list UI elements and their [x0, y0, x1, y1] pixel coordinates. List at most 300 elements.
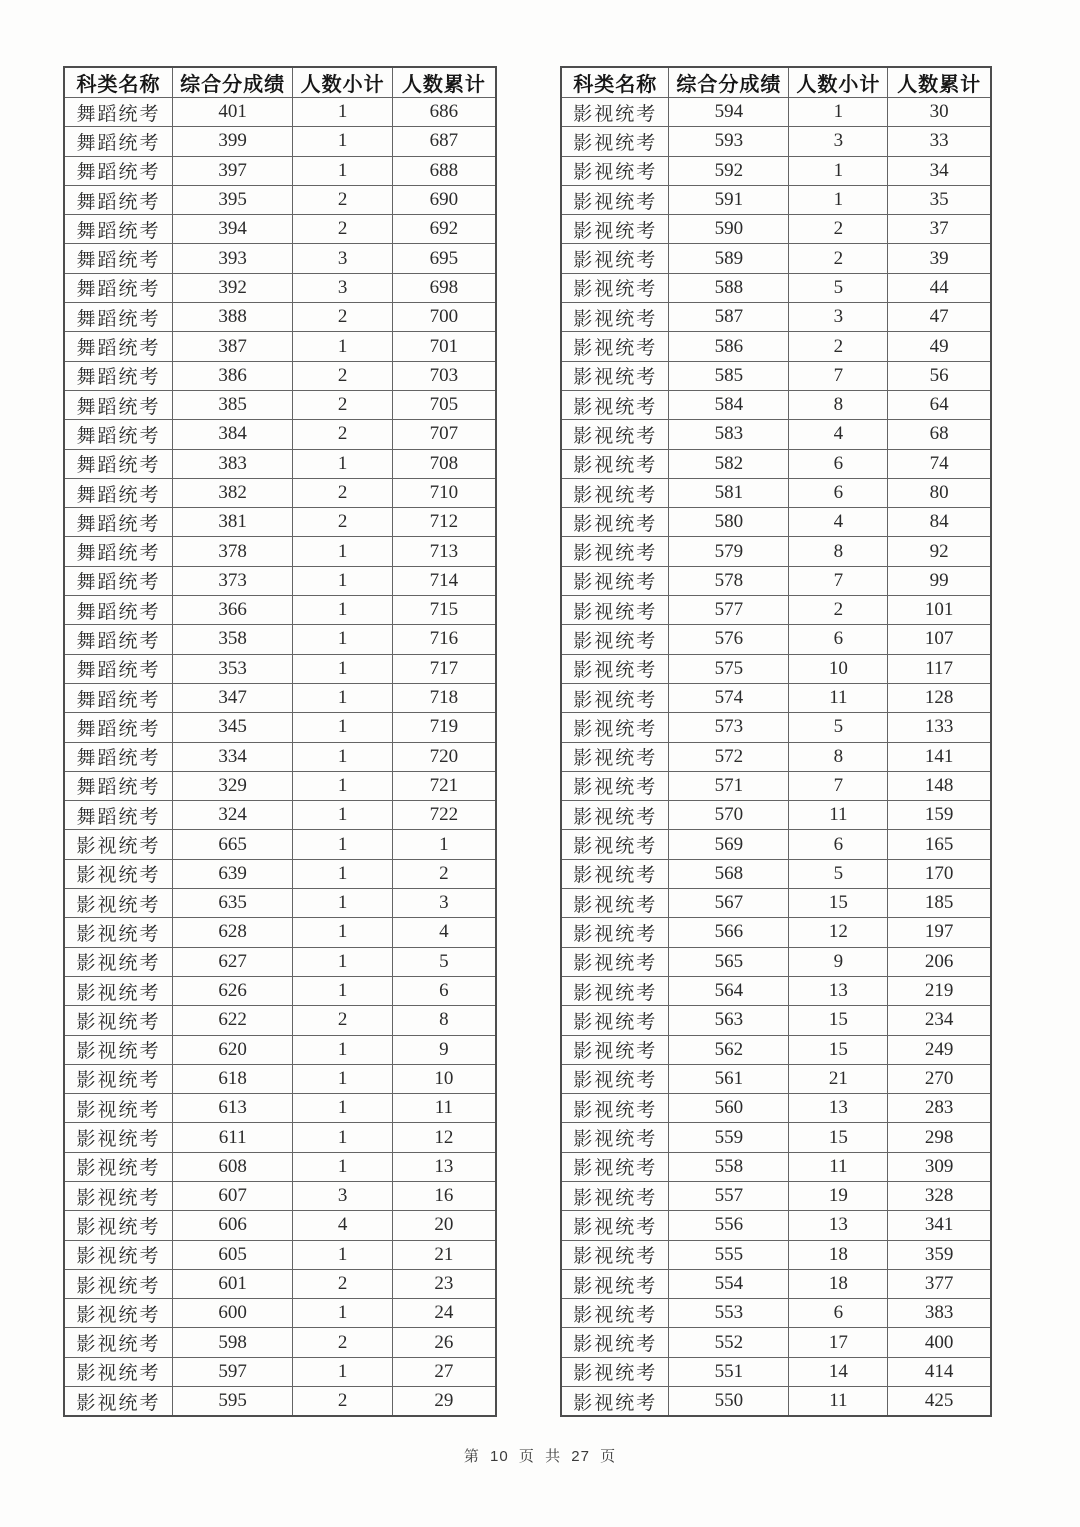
- table-cell: 舞蹈统考: [64, 742, 172, 771]
- table-row: [561, 244, 991, 273]
- table-cell: 80: [888, 478, 991, 507]
- table-body: [561, 98, 991, 1417]
- table-cell: 692: [392, 215, 496, 244]
- table-cell: 622: [172, 1006, 293, 1035]
- table-cell: 159: [888, 801, 991, 830]
- table-cell: 2: [293, 215, 392, 244]
- table-cell: 10: [789, 654, 888, 683]
- table-cell: 605: [172, 1240, 293, 1269]
- table-cell: 197: [888, 918, 991, 947]
- table-cell: 165: [888, 830, 991, 859]
- table-cell: 影视统考: [561, 1211, 669, 1240]
- table-cell: 21: [392, 1240, 496, 1269]
- table-row: [64, 449, 496, 478]
- table-cell: 705: [392, 390, 496, 419]
- table-cell: 309: [888, 1152, 991, 1181]
- table-cell: 29: [392, 1387, 496, 1417]
- table-cell: 1: [293, 683, 392, 712]
- score-table-left: [63, 66, 497, 1417]
- table-row: [561, 1211, 991, 1240]
- table-row: [64, 1094, 496, 1123]
- table-row: [64, 361, 496, 390]
- table-cell: 1: [293, 625, 392, 654]
- table-cell: 601: [172, 1269, 293, 1298]
- table-cell: 影视统考: [561, 303, 669, 332]
- table-cell: 626: [172, 976, 293, 1005]
- table-cell: 影视统考: [64, 1035, 172, 1064]
- table-cell: 影视统考: [64, 889, 172, 918]
- table-cell: 15: [789, 1006, 888, 1035]
- table-cell: 1: [293, 1152, 392, 1181]
- table-cell: 影视统考: [64, 1240, 172, 1269]
- table-cell: 影视统考: [561, 1328, 669, 1357]
- table-cell: 1: [293, 830, 392, 859]
- table-cell: 影视统考: [561, 98, 669, 127]
- table-cell: 影视统考: [561, 566, 669, 595]
- table-cell: 283: [888, 1094, 991, 1123]
- table-cell: 影视统考: [64, 859, 172, 888]
- table-cell: 影视统考: [561, 215, 669, 244]
- table-row: [561, 801, 991, 830]
- table-row: [64, 1035, 496, 1064]
- table-cell: 598: [172, 1328, 293, 1357]
- table-cell: 影视统考: [561, 976, 669, 1005]
- table-cell: 影视统考: [561, 596, 669, 625]
- table-cell: 15: [789, 1123, 888, 1152]
- table-cell: 574: [669, 683, 789, 712]
- table-cell: 影视统考: [561, 156, 669, 185]
- table-cell: 170: [888, 859, 991, 888]
- table-row: [561, 654, 991, 683]
- table-cell: 1: [293, 1094, 392, 1123]
- table-row: [64, 742, 496, 771]
- table-cell: 7: [789, 566, 888, 595]
- table-cell: 6: [392, 976, 496, 1005]
- table-cell: 14: [789, 1357, 888, 1386]
- table-cell: 270: [888, 1064, 991, 1093]
- table-cell: 560: [669, 1094, 789, 1123]
- table-row: [64, 156, 496, 185]
- table-cell: 2: [293, 361, 392, 390]
- table-row: [64, 859, 496, 888]
- table-row: [64, 537, 496, 566]
- table-cell: 397: [172, 156, 293, 185]
- table-cell: 8: [392, 1006, 496, 1035]
- table-cell: 133: [888, 713, 991, 742]
- table-cell: 影视统考: [64, 1269, 172, 1298]
- table-row: [561, 1064, 991, 1093]
- table-cell: 舞蹈统考: [64, 332, 172, 361]
- table-cell: 1: [293, 654, 392, 683]
- table-cell: 1: [293, 713, 392, 742]
- table-cell: 1: [293, 918, 392, 947]
- table-cell: 33: [888, 127, 991, 156]
- table-cell: 591: [669, 185, 789, 214]
- table-row: [64, 1357, 496, 1386]
- table-row: [561, 683, 991, 712]
- table-row: [64, 1181, 496, 1210]
- table-cell: 13: [789, 1211, 888, 1240]
- table-cell: 84: [888, 508, 991, 537]
- table-cell: 613: [172, 1094, 293, 1123]
- table-cell: 561: [669, 1064, 789, 1093]
- table-cell: 1: [293, 449, 392, 478]
- table-row: [64, 127, 496, 156]
- table-cell: 11: [392, 1094, 496, 1123]
- table-cell: 378: [172, 537, 293, 566]
- table-cell: 1: [293, 98, 392, 127]
- table-cell: 2: [789, 244, 888, 273]
- table-cell: 2: [293, 508, 392, 537]
- table-cell: 舞蹈统考: [64, 566, 172, 595]
- table-row: [561, 127, 991, 156]
- table-cell: 6: [789, 830, 888, 859]
- table-cell: 影视统考: [561, 244, 669, 273]
- table-cell: 5: [392, 947, 496, 976]
- table-cell: 13: [789, 1094, 888, 1123]
- col-header-count: 人数小计: [789, 67, 888, 98]
- table-cell: 358: [172, 625, 293, 654]
- table-cell: 影视统考: [64, 1211, 172, 1240]
- table-cell: 585: [669, 361, 789, 390]
- table-cell: 8: [789, 537, 888, 566]
- table-cell: 3: [293, 273, 392, 302]
- table-cell: 387: [172, 332, 293, 361]
- table-cell: 68: [888, 420, 991, 449]
- table-cell: 3: [293, 244, 392, 273]
- table-cell: 舞蹈统考: [64, 713, 172, 742]
- table-cell: 影视统考: [561, 1240, 669, 1269]
- table-cell: 舞蹈统考: [64, 596, 172, 625]
- table-cell: 10: [392, 1064, 496, 1093]
- table-cell: 3: [293, 1181, 392, 1210]
- table-cell: 影视统考: [561, 1123, 669, 1152]
- table-row: [561, 420, 991, 449]
- table-cell: 23: [392, 1269, 496, 1298]
- table-cell: 386: [172, 361, 293, 390]
- table-cell: 2: [293, 185, 392, 214]
- table-cell: 695: [392, 244, 496, 273]
- table-row: [64, 508, 496, 537]
- table-cell: 587: [669, 303, 789, 332]
- table-cell: 635: [172, 889, 293, 918]
- table-row: [64, 1387, 496, 1417]
- table-cell: 影视统考: [561, 1006, 669, 1035]
- table-cell: 影视统考: [561, 361, 669, 390]
- table-cell: 1: [293, 859, 392, 888]
- table-cell: 107: [888, 625, 991, 654]
- table-cell: 563: [669, 1006, 789, 1035]
- table-cell: 47: [888, 303, 991, 332]
- table-cell: 341: [888, 1211, 991, 1240]
- table-cell: 568: [669, 859, 789, 888]
- table-cell: 592: [669, 156, 789, 185]
- table-cell: 8: [789, 742, 888, 771]
- table-cell: 影视统考: [561, 771, 669, 800]
- table-cell: 9: [789, 947, 888, 976]
- table-cell: 298: [888, 1123, 991, 1152]
- table-cell: 627: [172, 947, 293, 976]
- table-cell: 11: [789, 801, 888, 830]
- table-cell: 92: [888, 537, 991, 566]
- table-cell: 219: [888, 976, 991, 1005]
- table-cell: 舞蹈统考: [64, 771, 172, 800]
- table-cell: 1: [293, 1064, 392, 1093]
- table-cell: 舞蹈统考: [64, 98, 172, 127]
- table-cell: 577: [669, 596, 789, 625]
- table-cell: 2: [293, 478, 392, 507]
- table-row: [561, 508, 991, 537]
- table-cell: 影视统考: [561, 1387, 669, 1417]
- table-cell: 388: [172, 303, 293, 332]
- table-row: [561, 830, 991, 859]
- table-row: [64, 1240, 496, 1269]
- table-cell: 576: [669, 625, 789, 654]
- table-cell: 影视统考: [561, 713, 669, 742]
- table-row: [64, 625, 496, 654]
- col-header-score: 综合分成绩: [172, 67, 293, 98]
- table-row: [561, 449, 991, 478]
- table-cell: 舞蹈统考: [64, 449, 172, 478]
- table-cell: 44: [888, 273, 991, 302]
- table-row: [561, 713, 991, 742]
- table-cell: 580: [669, 508, 789, 537]
- table-cell: 552: [669, 1328, 789, 1357]
- table-cell: 影视统考: [561, 185, 669, 214]
- table-cell: 1: [293, 771, 392, 800]
- table-cell: 5: [789, 273, 888, 302]
- table-cell: 715: [392, 596, 496, 625]
- table-cell: 1: [392, 830, 496, 859]
- table-cell: 2: [293, 1269, 392, 1298]
- table-cell: 700: [392, 303, 496, 332]
- table-row: [561, 596, 991, 625]
- table-row: [561, 1328, 991, 1357]
- table-cell: 舞蹈统考: [64, 156, 172, 185]
- table-cell: 9: [392, 1035, 496, 1064]
- table-cell: 578: [669, 566, 789, 595]
- table-row: [561, 361, 991, 390]
- table-row: [561, 1181, 991, 1210]
- table-cell: 1: [293, 742, 392, 771]
- table-cell: 影视统考: [64, 1094, 172, 1123]
- table-cell: 11: [789, 683, 888, 712]
- table-cell: 722: [392, 801, 496, 830]
- table-cell: 558: [669, 1152, 789, 1181]
- table-cell: 19: [789, 1181, 888, 1210]
- table-cell: 2: [293, 303, 392, 332]
- table-cell: 99: [888, 566, 991, 595]
- table-cell: 381: [172, 508, 293, 537]
- table-cell: 562: [669, 1035, 789, 1064]
- table-cell: 566: [669, 918, 789, 947]
- table-cell: 249: [888, 1035, 991, 1064]
- table-cell: 720: [392, 742, 496, 771]
- table-cell: 4: [293, 1211, 392, 1240]
- table-cell: 1: [293, 976, 392, 1005]
- table-row: [64, 1064, 496, 1093]
- table-cell: 556: [669, 1211, 789, 1240]
- table-cell: 377: [888, 1269, 991, 1298]
- table-row: [561, 390, 991, 419]
- table-cell: 716: [392, 625, 496, 654]
- table-cell: 628: [172, 918, 293, 947]
- table-cell: 571: [669, 771, 789, 800]
- table-cell: 557: [669, 1181, 789, 1210]
- table-cell: 564: [669, 976, 789, 1005]
- table-cell: 1: [293, 1299, 392, 1328]
- table-cell: 影视统考: [561, 478, 669, 507]
- table-cell: 7: [789, 361, 888, 390]
- table-cell: 64: [888, 390, 991, 419]
- table-row: [561, 918, 991, 947]
- table-cell: 4: [392, 918, 496, 947]
- table-cell: 影视统考: [64, 1181, 172, 1210]
- table-cell: 550: [669, 1387, 789, 1417]
- table-row: [64, 420, 496, 449]
- table-cell: 589: [669, 244, 789, 273]
- table-cell: 舞蹈统考: [64, 801, 172, 830]
- table-cell: 影视统考: [64, 1387, 172, 1417]
- table-cell: 611: [172, 1123, 293, 1152]
- table-cell: 24: [392, 1299, 496, 1328]
- table-row: [561, 215, 991, 244]
- table-cell: 21: [789, 1064, 888, 1093]
- table-row: [561, 332, 991, 361]
- table-cell: 舞蹈统考: [64, 625, 172, 654]
- table-cell: 1: [293, 566, 392, 595]
- table-cell: 12: [789, 918, 888, 947]
- table-cell: 8: [789, 390, 888, 419]
- table-cell: 400: [888, 1328, 991, 1357]
- table-cell: 舞蹈统考: [64, 654, 172, 683]
- table-cell: 395: [172, 185, 293, 214]
- score-table-right: [560, 66, 992, 1417]
- table-cell: 698: [392, 273, 496, 302]
- header-row: [64, 67, 496, 98]
- table-cell: 舞蹈统考: [64, 390, 172, 419]
- table-cell: 719: [392, 713, 496, 742]
- table-row: [64, 1006, 496, 1035]
- table-row: [561, 1240, 991, 1269]
- table-cell: 影视统考: [64, 947, 172, 976]
- table-cell: 舞蹈统考: [64, 420, 172, 449]
- table-cell: 1: [293, 156, 392, 185]
- table-cell: 1: [293, 127, 392, 156]
- table-cell: 686: [392, 98, 496, 127]
- table-row: [64, 801, 496, 830]
- table-row: [64, 1123, 496, 1152]
- col-header-category: 科类名称: [64, 67, 172, 98]
- table-cell: 20: [392, 1211, 496, 1240]
- table-row: [64, 918, 496, 947]
- table-row: [561, 185, 991, 214]
- table-cell: 6: [789, 449, 888, 478]
- table-cell: 101: [888, 596, 991, 625]
- table-cell: 2: [392, 859, 496, 888]
- table-row: [561, 771, 991, 800]
- table-row: [64, 98, 496, 127]
- table-cell: 舞蹈统考: [64, 215, 172, 244]
- table-cell: 30: [888, 98, 991, 127]
- table-cell: 5: [789, 713, 888, 742]
- table-row: [561, 947, 991, 976]
- table-cell: 6: [789, 478, 888, 507]
- table-cell: 74: [888, 449, 991, 478]
- table-cell: 718: [392, 683, 496, 712]
- table-cell: 3: [392, 889, 496, 918]
- table-row: [561, 1094, 991, 1123]
- table-cell: 舞蹈统考: [64, 361, 172, 390]
- table-row: [561, 273, 991, 302]
- table-cell: 2: [293, 390, 392, 419]
- table-cell: 影视统考: [561, 1269, 669, 1298]
- table-cell: 579: [669, 537, 789, 566]
- table-cell: 206: [888, 947, 991, 976]
- table-cell: 影视统考: [561, 1152, 669, 1181]
- table-cell: 394: [172, 215, 293, 244]
- table-cell: 425: [888, 1387, 991, 1417]
- table-cell: 18: [789, 1269, 888, 1298]
- table-cell: 1: [293, 537, 392, 566]
- table-cell: 35: [888, 185, 991, 214]
- table-cell: 234: [888, 1006, 991, 1035]
- table-row: [64, 1328, 496, 1357]
- table-cell: 舞蹈统考: [64, 303, 172, 332]
- table-body: [64, 98, 496, 1417]
- table-cell: 620: [172, 1035, 293, 1064]
- table-cell: 594: [669, 98, 789, 127]
- table-row: [561, 98, 991, 127]
- table-row: [561, 478, 991, 507]
- table-cell: 17: [789, 1328, 888, 1357]
- table-cell: 148: [888, 771, 991, 800]
- table-cell: 舞蹈统考: [64, 127, 172, 156]
- table-cell: 1: [293, 947, 392, 976]
- table-cell: 559: [669, 1123, 789, 1152]
- table-row: [561, 566, 991, 595]
- table-cell: 15: [789, 1035, 888, 1064]
- table-cell: 影视统考: [561, 273, 669, 302]
- table-cell: 329: [172, 771, 293, 800]
- table-cell: 舞蹈统考: [64, 537, 172, 566]
- table-cell: 581: [669, 478, 789, 507]
- table-cell: 618: [172, 1064, 293, 1093]
- table-cell: 582: [669, 449, 789, 478]
- table-cell: 影视统考: [64, 1328, 172, 1357]
- table-cell: 714: [392, 566, 496, 595]
- table-cell: 639: [172, 859, 293, 888]
- table-row: [64, 185, 496, 214]
- table-cell: 影视统考: [561, 830, 669, 859]
- col-header-cumulative: 人数累计: [888, 67, 991, 98]
- table-cell: 1: [293, 1357, 392, 1386]
- table-cell: 353: [172, 654, 293, 683]
- table-cell: 13: [789, 976, 888, 1005]
- table-cell: 影视统考: [561, 1035, 669, 1064]
- table-cell: 2: [293, 1006, 392, 1035]
- table-row: [64, 596, 496, 625]
- table-cell: 328: [888, 1181, 991, 1210]
- table-cell: 128: [888, 683, 991, 712]
- col-header-score: 综合分成绩: [669, 67, 789, 98]
- header-row: [561, 67, 991, 98]
- table-row: [64, 830, 496, 859]
- col-header-cumulative: 人数累计: [392, 67, 496, 98]
- table-cell: 382: [172, 478, 293, 507]
- table-row: [64, 976, 496, 1005]
- table-cell: 383: [888, 1299, 991, 1328]
